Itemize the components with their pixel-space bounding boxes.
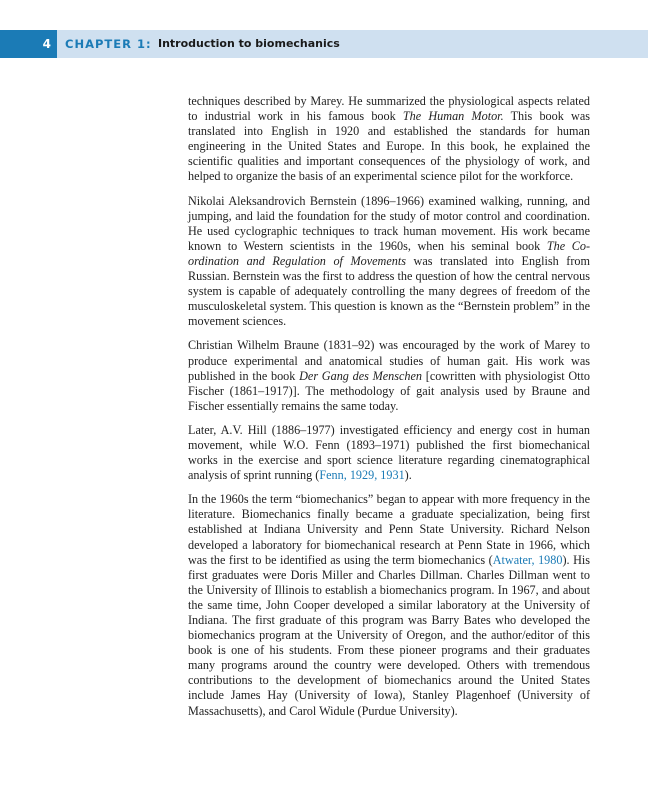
- body-text: [188, 94, 590, 728]
- book-title: Der Gang des Menschen: [299, 368, 423, 383]
- citation-link[interactable]: Fenn, 1929, 1931: [319, 468, 405, 483]
- paragraph: Christian Wilhelm Braune (1831–92) was encouraged by the work of Marey to produce experimental and anatomical studies of human gait. His work was published in the book Der Gang des Menschen [cowritten with physiologist Otto Fischer (1861–1917)]. The methodology of gait analysis used by Braune and Fischer essentially remains the same today.: [188, 338, 591, 413]
- chapter-title: Introduction to biomechanics: [158, 37, 340, 50]
- paragraph: Nikolai Aleksandrovich Bernstein (1896–1966) examined walking, running, and jumping, and laid the foundation for the study of motor control and coordination. He used cyclographic techniques to track human movement. His work became known to Western scientists in the 1960s, when his seminal book The Co-ordination and Regulation of Movements was translated into English from Russian. Bernstein was the first to address the question of how the central nervous system is capable of adequately controlling the many degrees of freedom of the musculoskeletal system. This question is known as the “Bernstein problem” in the movement sciences.: [188, 193, 591, 329]
- citation-link[interactable]: Atwater, 1980: [492, 552, 563, 567]
- book-title: The Co-ordination and Regulation of Movements: [188, 238, 591, 268]
- paragraph: In the 1960s the term “biomechanics” began to appear with more frequency in the literature. Biomechanics finally became a graduate specialization, being first established at Indiana University and Penn State University. Richard Nelson developed a laboratory for biomechanical research at Penn State in 1966, which was the first to be identified as using the term biomechanics (Atwater, 1980). His first graduates were Doris Miller and Charles Dillman. Charles Dillman went to the University of Illinois to establish a biomechanics program. In 1967, and about the same time, John Cooper developed a similar laboratory at the University of Indiana. The first graduate of this program was Barry Bates who developed the biomechanics program at the University of Oregon, and the author/editor of this book is one of his students. From these pioneer programs and their graduates many programs around the country were developed. Others with tremendous contributions to the development of biomechanics around the United States include James Hay (University of Iowa), Stanley Plagenhoef (University of Massachusetts), and Carol Widule (Purdue University).: [188, 492, 591, 718]
- book-title: The Human Motor.: [402, 109, 504, 124]
- chapter-label: CHAPTER 1:: [65, 37, 152, 51]
- paragraph: techniques described by Marey. He summarized the physiological aspects related to industrial work in his famous book The Human Motor. This book was translated into English in 1920 and established the standards for human engineering in the United States and Europe. In this book, he explained the scientific qualities and important consequences of the physiology of work, and helped to organize the basis of an experimental science pilot for the workforce.: [188, 94, 590, 184]
- paragraph: Later, A.V. Hill (1886–1977) investigated efficiency and energy cost in human movement, while W.O. Fenn (1893–1971) published the first biomechanical works in the exercise and sport science literature regarding cinematographical analysis of sprint running (Fenn, 1929, 1931).: [188, 422, 590, 483]
- page-number: 4: [0, 30, 57, 58]
- running-header: [0, 30, 648, 58]
